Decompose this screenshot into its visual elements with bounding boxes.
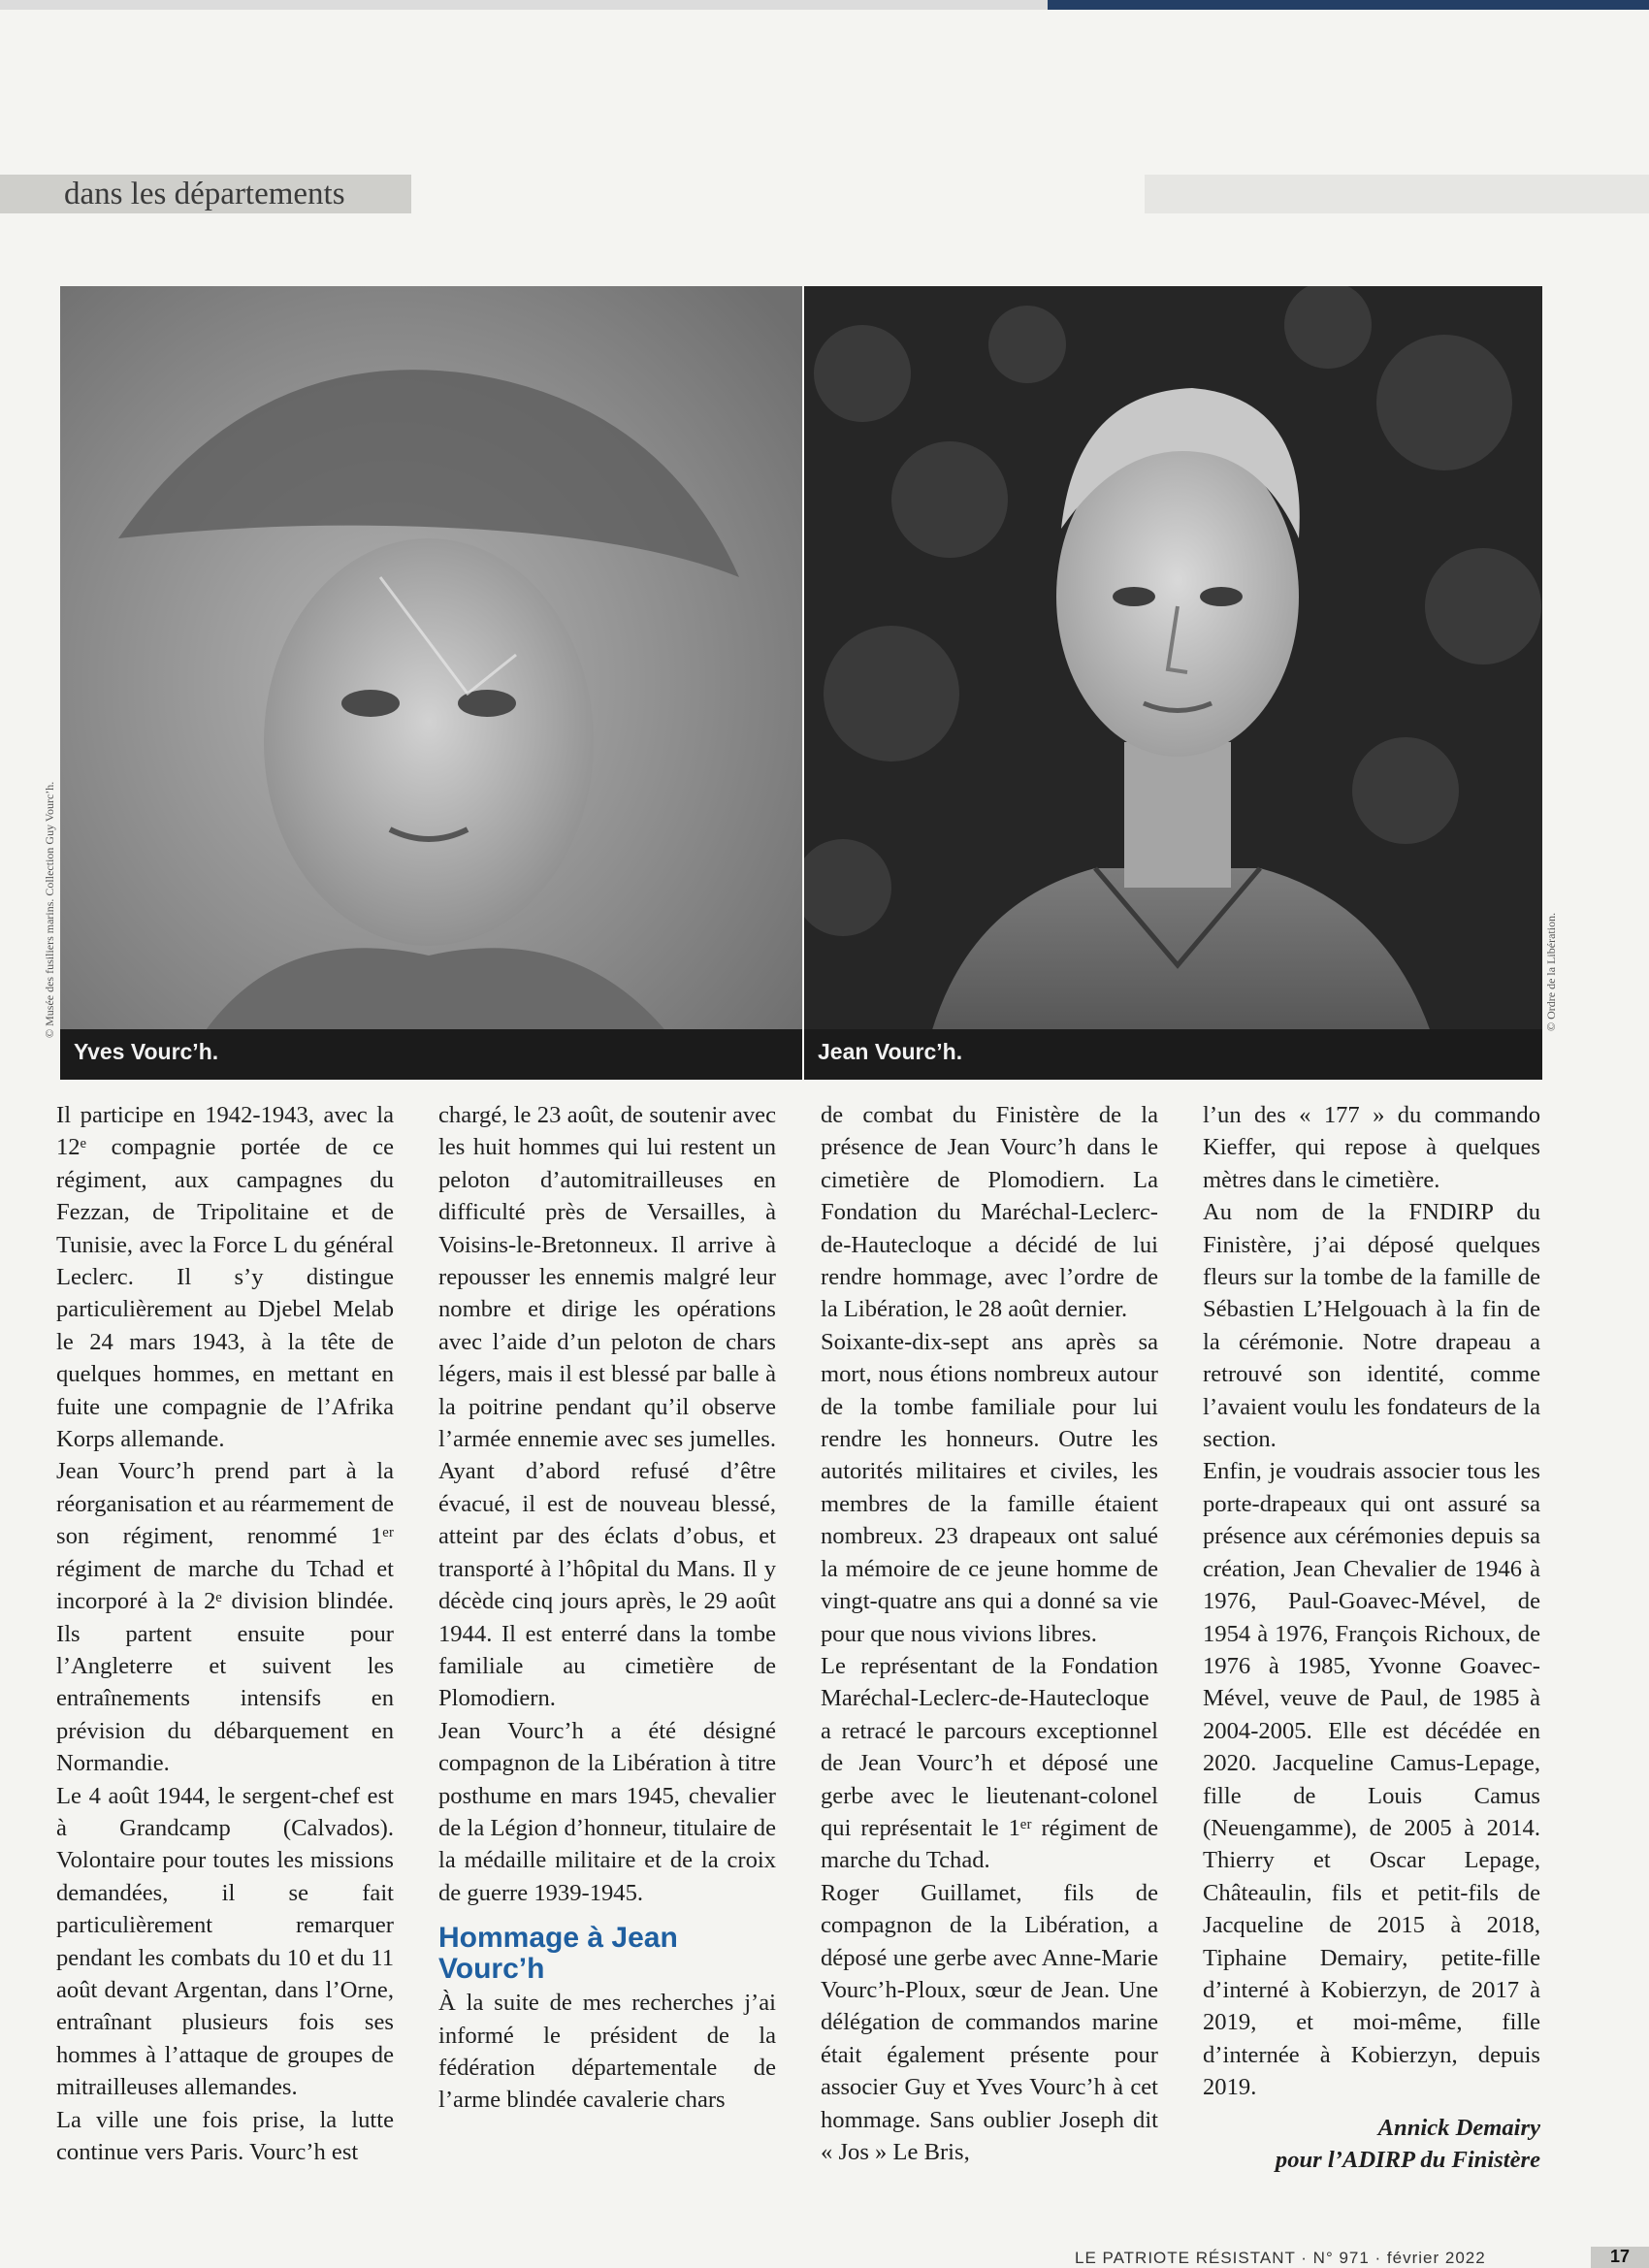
article-column-4 — [1203, 1099, 1540, 2176]
paragraph: À la suite de mes recherches j’ai informé le président de la fédération départementale de l’arme blindée cavalerie chars — [438, 1990, 776, 2114]
photo-jean-vourch — [804, 286, 1542, 1080]
signature-org: pour l’ADIRP du Finistère — [1275, 2146, 1540, 2173]
caption-bar-jean — [804, 1029, 1542, 1080]
paragraph: Le représentant de la Fondation Maréchal-Leclerc-de-Hautecloque a retracé le parcours exceptionnel de Jean Vourc’h et déposé une gerbe avec le lieutenant-colonel qui représentait le 1ᵉʳ régiment de marche du Tchad. — [821, 1652, 1158, 1874]
caption-yves: Yves Vourc’h. — [74, 1039, 219, 1064]
paragraph: Le 4 août 1944, le sergent-chef est à Grandcamp (Calvados). Volontaire pour toutes les missions demandées, il se fait particulièrement remarquer pendant les combats du 10 et du 11 août devant Argentan, dans l’Orne, entraînant plusieurs fois ses hommes à l’attaque de groupes de mitrailleuses allemandes. — [56, 1782, 394, 2101]
paragraph: Soixante-dix-sept ans après sa mort, nous étions nombreux autour de la tombe familiale pour lui rendre les honneurs. Outre les autorités militaires et civiles, les membres de la famille étaient nombreux. 23 drapeaux ont salué la mémoire de ce jeune homme de vingt-quatre ans qui a donné sa vie pour que nous vivions libres. — [821, 1328, 1158, 1647]
signature-name: Annick Demairy — [1377, 2114, 1540, 2141]
photo-yves-vourch — [60, 286, 802, 1080]
magazine-footer: LE PATRIOTE RÉSISTANT · N° 971 · février 2022 — [1075, 2249, 1486, 2267]
paragraph: Au nom de la FNDIRP du Finistère, j’ai déposé quelques fleurs sur la tombe de la famille de Sébastien L’Helgouach à la fin de la cérémonie. Notre drapeau a retrouvé son identité, comme l’avaient voulu les fondateurs de la section. — [1203, 1199, 1540, 1453]
photo-credit-right: © Ordre de la Libération. — [1544, 912, 1558, 1031]
photo-credit-left: © Musée des fusiliers marins. Collection Guy Vourc’h. — [43, 781, 56, 1038]
page-number: 17 — [1591, 2247, 1649, 2268]
paragraph: La ville une fois prise, la lutte continue vers Paris. Vourc’h est — [56, 2106, 394, 2165]
paragraph: Jean Vourc’h prend part à la réorganisation et au réarmement de son régiment, renommé 1ᵉʳ régiment de marche du Tchad et incorporé à la 2ᵉ division blindée. Ils partent ensuite pour l’Angleterre et suivent les entraînements intensifs en prévision du débarquement en Normandie. — [56, 1458, 394, 1777]
paragraph: Jean Vourc’h a été désigné compagnon de la Libération à titre posthume en mars 1945, chevalier de la Légion d’honneur, titulaire de la médaille militaire et de la croix de guerre 1939-1945. — [438, 1717, 776, 1906]
paragraph: Roger Guillamet, fils de compagnon de la Libération, a déposé une gerbe avec Anne-Marie Vourc’h-Ploux, sœur de Jean. Une délégation de commandos marine était également présente pour associer Guy et Yves Vourc’h à cet hommage. Sans oublier Joseph dit « Jos » Le Bris, — [821, 1879, 1158, 2165]
article-column-2 — [438, 1099, 776, 2117]
portrait-yves-image — [60, 286, 802, 1080]
caption-bar-yves — [60, 1029, 802, 1080]
portrait-jean-image — [804, 286, 1542, 1080]
paragraph: de combat du Finistère de la présence de Jean Vourc’h dans le cimetière de Plomodiern. La Fondation du Maréchal-Leclerc-de-Hautecloque a décidé de lui rendre hommage, avec l’ordre de la Libération, le 28 août dernier. — [821, 1102, 1158, 1323]
section-tab — [0, 175, 411, 213]
section-title: dans les départements — [64, 177, 345, 211]
page-footer — [1067, 2247, 1649, 2268]
top-strip-accent — [1048, 0, 1649, 10]
top-strip — [0, 0, 1649, 10]
paragraph: l’un des « 177 » du commando Kieffer, qui repose à quelques mètres dans le cimetière. — [1203, 1102, 1540, 1193]
paragraph: chargé, le 23 août, de soutenir avec les huit hommes qui lui restent un peloton d’automitrailleuses en difficulté près de Versailles, à Voisins-le-Bretonneux. Il arrive à repousser les ennemis malgré leur nombre et dirige les opérations avec l’aide d’un peloton de chars légers, mais il est blessé par balle à la poitrine pendant qu’il observe l’armée ennemie avec ses jumelles. Ayant d’abord refusé d’être évacué, il est de nouveau blessé, atteint par des éclats d’obus, et transporté à l’hôpital du Mans. Il y décède cinq jours après, le 29 août 1944. Il est enterré dans la tombe familiale au cimetière de Plomodiern. — [438, 1102, 776, 1712]
paragraph: Enfin, je voudrais associer tous les porte-drapeaux qui ont assuré sa présence aux cérémonies depuis sa création, Jean Chevalier de 1946 à 1976, Paul-Goavec-Mével, de 1954 à 1976, François Richoux, de 1976 à 1985, Yvonne Goavec-Mével, veuve de Paul, de 1985 à 2004-2005. Elle est décédée en 2020. Jacqueline Camus-Lepage, fille de Louis Camus (Neuengamme), de 2005 à 2014. Thierry et Oscar Lepage, Châteaulin, fils et petit-fils de Jacqueline de 2015 à 2018, Tiphaine Demairy, petite-fille d’interné à Kobierzyn, de 2017 à 2019, et moi-même, fille d’internée à Kobierzyn, depuis 2019. — [1203, 1458, 1540, 2101]
subheading-hommage: Hommage à Jean Vourc’h — [438, 1922, 678, 1986]
article-column-1 — [56, 1099, 394, 2168]
bleed-through-tab — [1145, 175, 1649, 213]
signature — [1203, 2112, 1540, 2176]
paragraph: Il participe en 1942-1943, avec la 12ᵉ compagnie portée de ce régiment, aux campagnes du Fezzan, de Tripolitaine et de Tunisie, avec la Force L du général Leclerc. Il s’y distingue particulièrement au Djebel Melab le 24 mars 1943, à la tête de quelques hommes, en mettant en fuite une compagnie de l’Afrika Korps allemande. — [56, 1102, 394, 1453]
article-column-3 — [821, 1099, 1158, 2168]
caption-jean: Jean Vourc’h. — [818, 1039, 963, 1064]
